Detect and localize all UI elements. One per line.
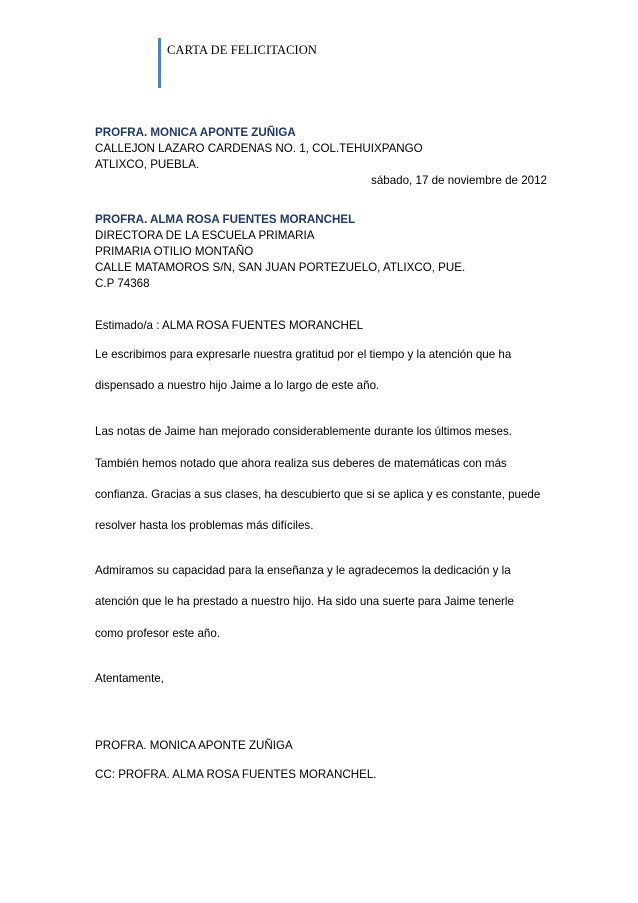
- body-line: dispensado a nuestro hijo Jaime a lo largo de este año.: [95, 379, 380, 392]
- sender-city: ATLIXCO, PUEBLA.: [95, 158, 200, 171]
- header-accent-bar: [158, 38, 161, 88]
- recipient-school: PRIMARIA OTILIO MONTAÑO: [95, 245, 254, 258]
- body-line: confianza. Gracias a sus clases, ha descubierto que si se aplica y es constante, puede: [95, 488, 541, 501]
- body-line: como profesor este año.: [95, 627, 221, 640]
- body-line: Las notas de Jaime han mejorado considerablemente durante los últimos meses.: [95, 425, 512, 438]
- cc-line: CC: PROFRA. ALMA ROSA FUENTES MORANCHEL.: [95, 768, 377, 781]
- closing: Atentamente,: [95, 672, 164, 685]
- body-line: resolver hasta los problemas más difíciles.: [95, 519, 314, 532]
- body-line: También hemos notado que ahora realiza sus deberes de matemáticas con más: [95, 457, 507, 470]
- document-title: CARTA DE FELICITACION: [167, 43, 318, 57]
- body-line: atención que le ha prestado a nuestro hijo. Ha sido una suerte para Jaime tenerle: [95, 595, 514, 608]
- recipient-postal-code: C.P 74368: [95, 277, 150, 290]
- sender-name: PROFRA. MONICA APONTE ZUÑIGA: [95, 126, 296, 139]
- recipient-address: CALLE MATAMOROS S/N, SAN JUAN PORTEZUELO, ATLIXCO, PUE.: [95, 261, 466, 274]
- recipient-name: PROFRA. ALMA ROSA FUENTES MORANCHEL: [95, 213, 356, 226]
- body-line: Admiramos su capacidad para la enseñanza y le agradecemos la dedicación y la: [95, 564, 511, 577]
- salutation: Estimado/a : ALMA ROSA FUENTES MORANCHEL: [95, 319, 364, 332]
- signature-name: PROFRA. MONICA APONTE ZUÑIGA: [95, 739, 293, 752]
- recipient-title: DIRECTORA DE LA ESCUELA PRIMARIA: [95, 229, 315, 242]
- body-line: Le escribimos para expresarle nuestra gratitud por el tiempo y la atención que ha: [95, 348, 512, 361]
- letter-date: sábado, 17 de noviembre de 2012: [371, 174, 547, 187]
- sender-address: CALLEJON LAZARO CARDENAS NO. 1, COL.TEHUIXPANGO: [95, 142, 423, 155]
